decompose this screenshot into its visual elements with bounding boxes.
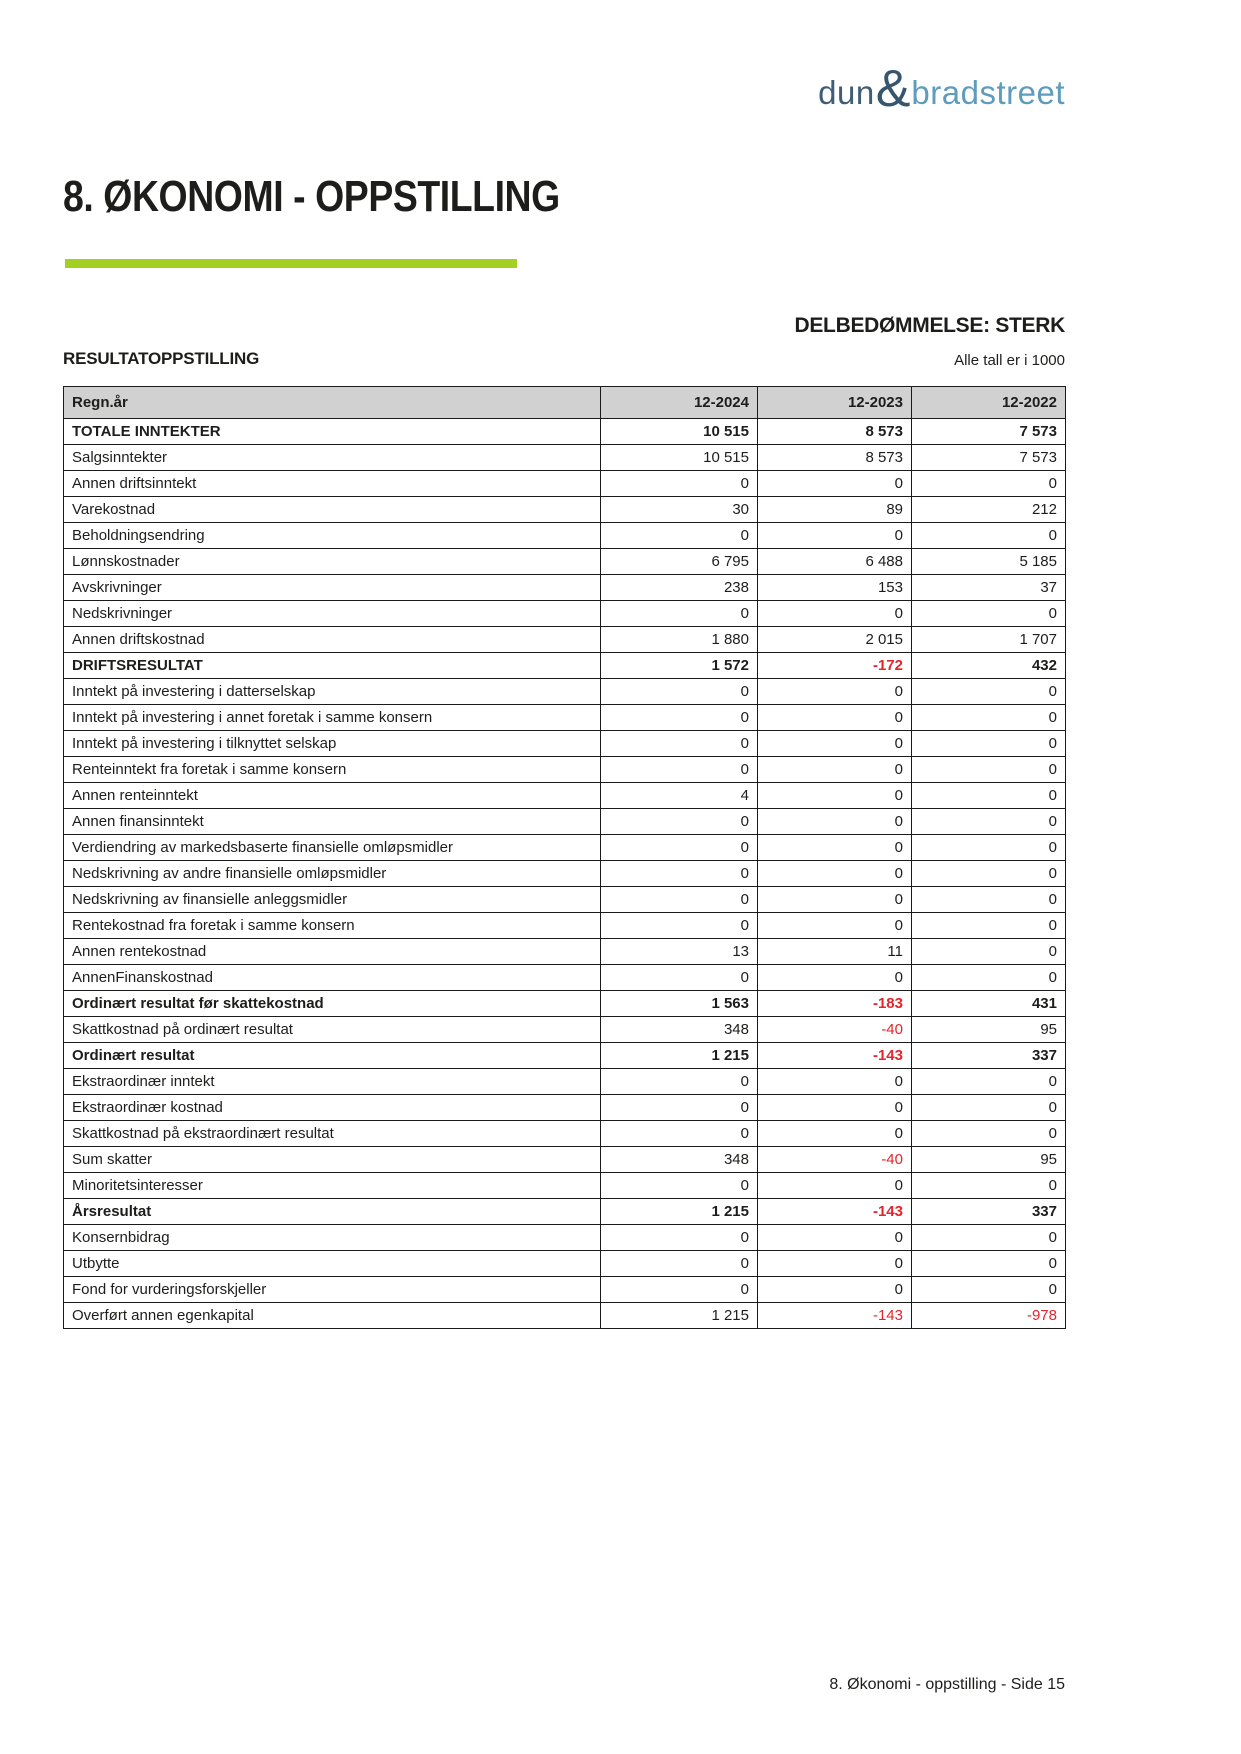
row-value: 0 xyxy=(601,1121,758,1147)
row-value: -143 xyxy=(758,1043,912,1069)
page-title: 8. ØKONOMI - OPPSTILLING xyxy=(63,172,560,221)
table-row xyxy=(64,1043,1066,1069)
row-value: 0 xyxy=(601,1225,758,1251)
row-value: 0 xyxy=(601,835,758,861)
row-value: 0 xyxy=(758,757,912,783)
row-value: -978 xyxy=(912,1303,1066,1329)
table-row xyxy=(64,549,1066,575)
row-value: 0 xyxy=(758,1225,912,1251)
row-value: 10 515 xyxy=(601,445,758,471)
table-row xyxy=(64,1173,1066,1199)
row-label: Renteinntekt fra foretak i samme konsern xyxy=(64,757,601,783)
row-value: 0 xyxy=(912,783,1066,809)
page-footer: 8. Økonomi - oppstilling - Side 15 xyxy=(829,1676,1065,1693)
table-caption-row xyxy=(63,349,1065,369)
table-row xyxy=(64,913,1066,939)
row-label: Årsresultat xyxy=(64,1199,601,1225)
row-label: Inntekt på investering i tilknyttet selskap xyxy=(64,731,601,757)
row-value: 0 xyxy=(758,1173,912,1199)
row-value: 0 xyxy=(758,809,912,835)
row-label: Varekostnad xyxy=(64,497,601,523)
row-value: 0 xyxy=(601,731,758,757)
table-row xyxy=(64,575,1066,601)
row-label: Annen renteinntekt xyxy=(64,783,601,809)
title-accent-bar xyxy=(65,259,517,268)
row-value: 0 xyxy=(601,965,758,991)
row-value: 0 xyxy=(758,1121,912,1147)
table-row xyxy=(64,1199,1066,1225)
table-header-row xyxy=(64,387,1066,419)
row-value: -183 xyxy=(758,991,912,1017)
row-value: 1 572 xyxy=(601,653,758,679)
row-value: 0 xyxy=(912,731,1066,757)
row-value: 8 573 xyxy=(758,445,912,471)
row-value: 0 xyxy=(912,1121,1066,1147)
row-value: 0 xyxy=(758,965,912,991)
table-row xyxy=(64,1017,1066,1043)
row-value: 0 xyxy=(912,1225,1066,1251)
row-value: 0 xyxy=(601,1251,758,1277)
row-label: Ekstraordinær kostnad xyxy=(64,1095,601,1121)
row-value: -40 xyxy=(758,1147,912,1173)
row-value: -40 xyxy=(758,1017,912,1043)
row-value: 0 xyxy=(601,471,758,497)
row-value: 0 xyxy=(912,1095,1066,1121)
row-value: -143 xyxy=(758,1303,912,1329)
table-row xyxy=(64,1095,1066,1121)
section-title: RESULTATOPPSTILLING xyxy=(63,349,260,368)
row-value: 0 xyxy=(758,783,912,809)
row-value: 348 xyxy=(601,1147,758,1173)
row-value: 0 xyxy=(601,1277,758,1303)
row-value: 13 xyxy=(601,939,758,965)
ampersand-icon: & xyxy=(875,60,911,118)
row-value: 37 xyxy=(912,575,1066,601)
table-row xyxy=(64,523,1066,549)
row-value: 238 xyxy=(601,575,758,601)
row-label: Sum skatter xyxy=(64,1147,601,1173)
row-value: 0 xyxy=(601,679,758,705)
row-label: AnnenFinanskostnad xyxy=(64,965,601,991)
row-label: Annen rentekostnad xyxy=(64,939,601,965)
row-label: Overført annen egenkapital xyxy=(64,1303,601,1329)
row-value: 0 xyxy=(601,809,758,835)
units-note: Alle tall er i 1000 xyxy=(954,352,1065,369)
row-value: 7 573 xyxy=(912,419,1066,445)
row-label: Inntekt på investering i annet foretak i samme konsern xyxy=(64,705,601,731)
row-value: 0 xyxy=(912,939,1066,965)
header-12-2022: 12-2022 xyxy=(912,387,1066,419)
row-value: 0 xyxy=(601,601,758,627)
row-label: Nedskrivning av finansielle anleggsmidler xyxy=(64,887,601,913)
row-value: 0 xyxy=(601,757,758,783)
row-value: 89 xyxy=(758,497,912,523)
table-row xyxy=(64,679,1066,705)
row-value: 0 xyxy=(912,1277,1066,1303)
row-label: Skattkostnad på ekstraordinært resultat xyxy=(64,1121,601,1147)
row-value: 0 xyxy=(758,705,912,731)
row-value: 0 xyxy=(601,523,758,549)
row-value: 0 xyxy=(758,471,912,497)
row-value: 431 xyxy=(912,991,1066,1017)
header-12-2024: 12-2024 xyxy=(601,387,758,419)
row-value: 0 xyxy=(758,835,912,861)
table-row xyxy=(64,861,1066,887)
row-value: 0 xyxy=(601,887,758,913)
row-label: Ordinært resultat xyxy=(64,1043,601,1069)
logo-text-bradstreet: bradstreet xyxy=(911,73,1065,111)
table-row xyxy=(64,835,1066,861)
table-row xyxy=(64,471,1066,497)
row-value: 95 xyxy=(912,1147,1066,1173)
table-row xyxy=(64,1069,1066,1095)
row-value: 0 xyxy=(601,705,758,731)
row-value: 5 185 xyxy=(912,549,1066,575)
logo-text-dun: dun xyxy=(818,73,875,111)
row-value: 0 xyxy=(758,1277,912,1303)
row-value: 0 xyxy=(912,1069,1066,1095)
row-value: 153 xyxy=(758,575,912,601)
row-value: -143 xyxy=(758,1199,912,1225)
table-row xyxy=(64,887,1066,913)
row-value: 1 215 xyxy=(601,1043,758,1069)
row-value: 0 xyxy=(758,861,912,887)
row-value: 0 xyxy=(912,965,1066,991)
row-label: Utbytte xyxy=(64,1251,601,1277)
row-value: 1 215 xyxy=(601,1303,758,1329)
row-value: 0 xyxy=(912,887,1066,913)
row-value: 0 xyxy=(912,523,1066,549)
dun-bradstreet-logo xyxy=(818,60,1065,118)
row-label: Lønnskostnader xyxy=(64,549,601,575)
row-label: DRIFTSRESULTAT xyxy=(64,653,601,679)
row-label: Ekstraordinær inntekt xyxy=(64,1069,601,1095)
row-value: 0 xyxy=(601,913,758,939)
result-statement-table xyxy=(63,386,1066,1329)
row-value: 6 795 xyxy=(601,549,758,575)
row-value: 348 xyxy=(601,1017,758,1043)
row-label: Konsernbidrag xyxy=(64,1225,601,1251)
table-row xyxy=(64,783,1066,809)
table-row xyxy=(64,757,1066,783)
row-label: Salgsinntekter xyxy=(64,445,601,471)
row-value: 0 xyxy=(601,1069,758,1095)
row-label: Annen driftsinntekt xyxy=(64,471,601,497)
table-row xyxy=(64,653,1066,679)
row-value: 0 xyxy=(912,705,1066,731)
row-value: 1 707 xyxy=(912,627,1066,653)
row-value: 0 xyxy=(912,1173,1066,1199)
row-value: 0 xyxy=(758,1095,912,1121)
table-row xyxy=(64,991,1066,1017)
table-row xyxy=(64,1121,1066,1147)
row-value: 0 xyxy=(912,913,1066,939)
table-row xyxy=(64,497,1066,523)
row-label: Fond for vurderingsforskjeller xyxy=(64,1277,601,1303)
table-row xyxy=(64,1225,1066,1251)
row-label: Beholdningsendring xyxy=(64,523,601,549)
header-12-2023: 12-2023 xyxy=(758,387,912,419)
row-value: 11 xyxy=(758,939,912,965)
table-body xyxy=(64,419,1066,1329)
row-value: 0 xyxy=(912,861,1066,887)
row-label: TOTALE INNTEKTER xyxy=(64,419,601,445)
row-value: 0 xyxy=(758,601,912,627)
row-value: 0 xyxy=(758,1069,912,1095)
row-value: 337 xyxy=(912,1199,1066,1225)
row-label: Nedskrivninger xyxy=(64,601,601,627)
row-label: Inntekt på investering i datterselskap xyxy=(64,679,601,705)
row-value: 0 xyxy=(601,1173,758,1199)
row-value: 0 xyxy=(758,913,912,939)
row-label: Nedskrivning av andre finansielle omløpsmidler xyxy=(64,861,601,887)
row-label: Verdiendring av markedsbaserte finansielle omløpsmidler xyxy=(64,835,601,861)
table-row xyxy=(64,1277,1066,1303)
row-label: Annen driftskostnad xyxy=(64,627,601,653)
row-value: 1 563 xyxy=(601,991,758,1017)
row-value: 0 xyxy=(912,835,1066,861)
table-row xyxy=(64,705,1066,731)
row-value: 0 xyxy=(912,471,1066,497)
row-value: 0 xyxy=(912,601,1066,627)
row-value: 1 215 xyxy=(601,1199,758,1225)
table-row xyxy=(64,731,1066,757)
row-value: 2 015 xyxy=(758,627,912,653)
row-value: 0 xyxy=(601,861,758,887)
header-regnar: Regn.år xyxy=(64,387,601,419)
table-row xyxy=(64,965,1066,991)
row-label: Annen finansinntekt xyxy=(64,809,601,835)
row-value: 0 xyxy=(601,1095,758,1121)
table-row xyxy=(64,1303,1066,1329)
row-value: 0 xyxy=(912,809,1066,835)
row-value: 0 xyxy=(912,679,1066,705)
table-row xyxy=(64,1147,1066,1173)
row-label: Rentekostnad fra foretak i samme konsern xyxy=(64,913,601,939)
row-value: 0 xyxy=(758,679,912,705)
row-label: Skattkostnad på ordinært resultat xyxy=(64,1017,601,1043)
row-value: 8 573 xyxy=(758,419,912,445)
row-label: Ordinært resultat før skattekostnad xyxy=(64,991,601,1017)
table-row xyxy=(64,627,1066,653)
row-value: 7 573 xyxy=(912,445,1066,471)
row-value: 6 488 xyxy=(758,549,912,575)
row-value: 0 xyxy=(758,1251,912,1277)
row-value: 0 xyxy=(758,887,912,913)
row-value: 337 xyxy=(912,1043,1066,1069)
row-label: Avskrivninger xyxy=(64,575,601,601)
row-value: -172 xyxy=(758,653,912,679)
row-label: Minoritetsinteresser xyxy=(64,1173,601,1199)
row-value: 1 880 xyxy=(601,627,758,653)
row-value: 0 xyxy=(912,757,1066,783)
row-value: 4 xyxy=(601,783,758,809)
row-value: 212 xyxy=(912,497,1066,523)
table-row xyxy=(64,809,1066,835)
row-value: 0 xyxy=(758,523,912,549)
row-value: 95 xyxy=(912,1017,1066,1043)
table-row xyxy=(64,445,1066,471)
table-row xyxy=(64,1251,1066,1277)
assessment-label: DELBEDØMMELSE: STERK xyxy=(794,314,1065,337)
table-row xyxy=(64,939,1066,965)
row-value: 0 xyxy=(758,731,912,757)
table-row xyxy=(64,601,1066,627)
row-value: 10 515 xyxy=(601,419,758,445)
row-value: 432 xyxy=(912,653,1066,679)
row-value: 0 xyxy=(912,1251,1066,1277)
row-value: 30 xyxy=(601,497,758,523)
table-row xyxy=(64,419,1066,445)
